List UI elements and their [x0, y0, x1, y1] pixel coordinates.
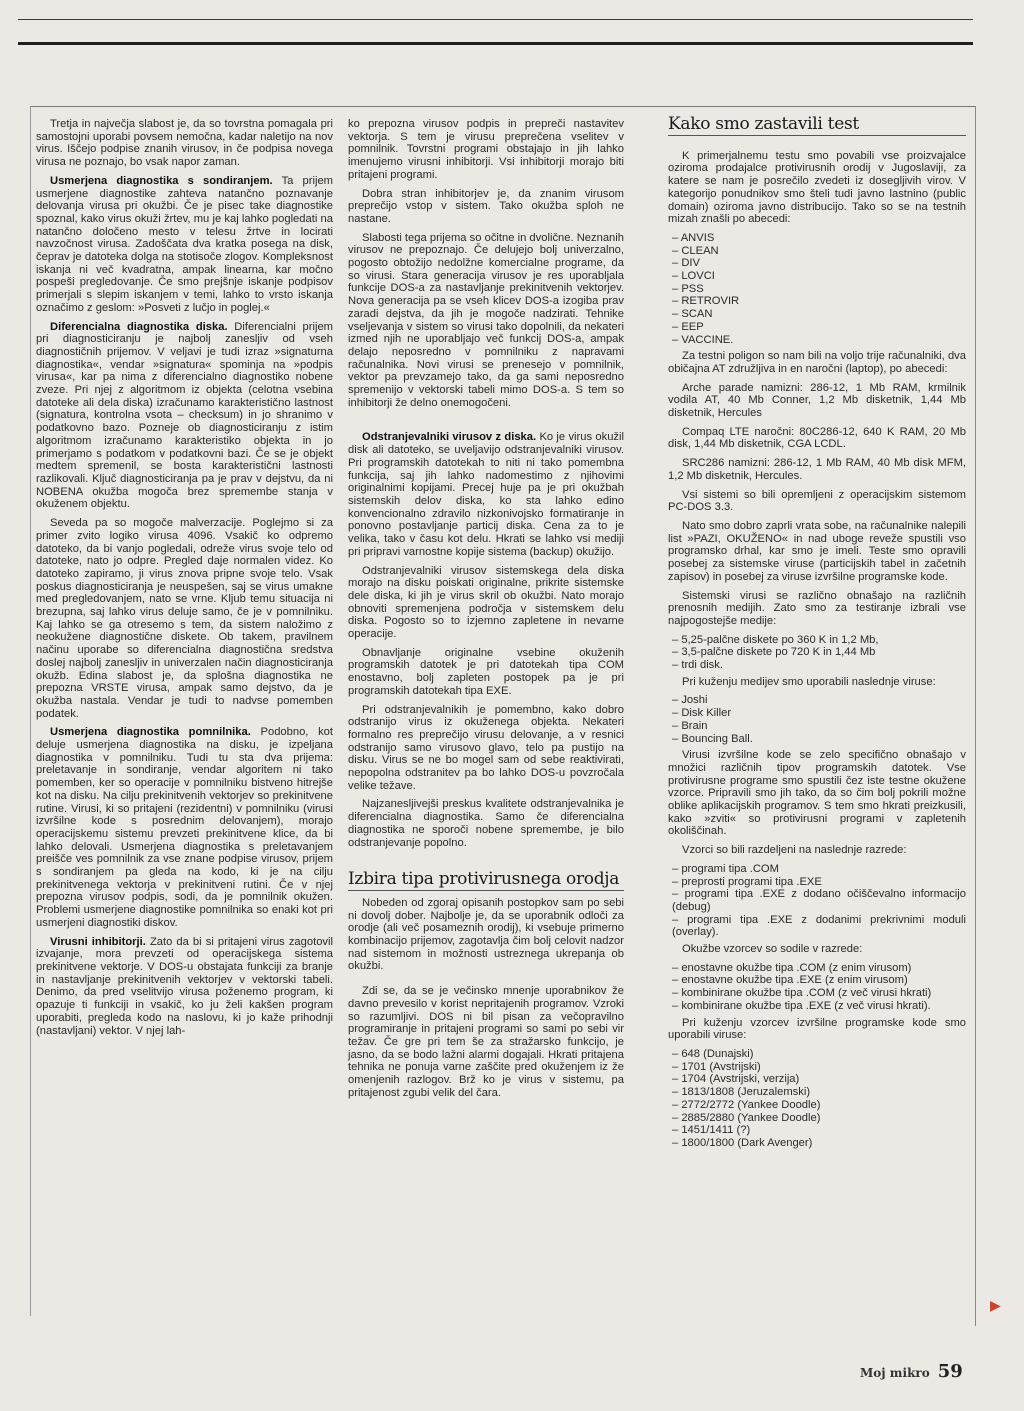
list-item: – kombinirane okužbe tipa .COM (z več virusi hkrati)	[672, 987, 932, 1000]
paragraph: Virusi izvršilne kode se zelo specifično obnašajo v množici različnih tipov programskih datotek. Vse protivirusne programe smo spustili čez iste testne okužene vzorce. Pripravili smo jih tako, da so čim bolj pokrili možne oblike aplikacijskih programov. S tem smo hkrati preizkusili, kako »zviti« so protivirusni programi v zapletenih okoliščinah.	[668, 749, 966, 838]
paragraph: Vsi sistemi so bili opremljeni z operacijskim sistemom PC-DOS 3.3.	[668, 488, 966, 514]
run-in-heading: Odstranjevalniki virusov z diska.	[362, 431, 537, 444]
list-item: – programi tipa .EXE z dodano očiščevalno informacijo (debug)	[672, 888, 966, 913]
paragraph: Diferencialna diagnostika diska. Diferencialni prijem pri diagnosticiranju je najbolj zanesljiv od vseh diagnostičnih prijemov. V veljavi je tudi izraz »signaturna diagnostika«, vendar »signatura« spominja na »podpis virusa«, kar pa nima z diferencialno diagnostiko nobene zveze. Pri njej z algoritmom iz objekta (celotna vsebina datoteke ali dela diska) izračunamo karakteristično lastnost (signatura, kontrolna vsota – checksum) in jo shranimo v podatkovno bazo. Pozneje ob diagnosticiranju z istim algoritmom izračunamo karakteristiko objekta in jo primerjamo s podatkom v podatkovni bazi. Če se je objekt medtem spremenil, se bosta karakteristični lastnosti razlikovali. Ključ diagnosticiranja pa je prav v dejstvu, da ni NOBENA okužba mogoča brez spremembe stanja v okuženem objektu.	[36, 320, 334, 511]
paragraph: Seveda pa so mogoče malverzacije. Poglejmo si za primer zvito logiko virusa 4096. Vsakič ko odpremo datoteko, da bi vanjo pogledali, odreže virus svoje telo od datoteke, nato jo odpre. Pregled daje normalen videz. Ko datoteko zapiramo, ji virus znova pripne svoje telo. Vsak poskus diagnosticiranja je neuspešen, saj se virus umakne med pregledovanjem, nato se vrne. Kljub temu situacija ni brezupna, saj lahko virus deluje samo, če je v pomnilniku. Kaj lahko se ga otresemo s tem, da sistem naložimo z neokužene diagnostične diskete. Ob takem, pravilnem načinu uporabe so diferencialna diagnostična sredstva doslej najbolj zanesljiv in univerzalen način diagnosticiranja okužb. Edina slabost je, da splošna diagnostika ne prepozna VRSTE virusa, ampak samo dejstvo, da je okužba nastala. Vendar je tudi to nadvse pomemben podatek.	[36, 517, 333, 720]
paragraph: ko prepozna virusov podpis in prepreči nastavitev vektorja. S tem je virusu preprečena vselitev v pomnilnik. Tovrstni programi obstajajo in jih lahko imenujemo virusni inhibitorji. Vsi inhibitorji morajo biti pritajeni programi.	[348, 118, 624, 181]
frame-right-line	[975, 106, 976, 1326]
list-item: – 1813/1808 (Jeruzalemski)	[672, 1086, 811, 1099]
paragraph: Pri kuženju medijev smo uporabili naslednje viruse:	[682, 675, 936, 688]
paragraph: SRC286 namizni: 286-12, 1 Mb RAM, 40 Mb disk MFM, 1,2 Mb disketnik, Hercules.	[668, 457, 966, 482]
list-item: – 3,5-palčne diskete po 720 K in 1,44 Mb	[672, 646, 876, 659]
paragraph: Usmerjena diagnostika pomnilnika. Podobno, kot deluje usmerjena diagnostika na disku, je izpeljana diagnostika v pomnilniku. Tudi tu sta dva prijema: preletavanje in sondiranje, vendar algoritem ni tako pomemben, ker so operacije v pomnilniku bistveno hitrejše kot na disku. Na cilju prekinitvenih vektorjev so prekinitvene rutine. Virusi, ki so pritajeni (rezidentni) v pomnilniku (virusi izvršilne kode s posrednim delovanjem), morajo operacijskemu sistemu prevzeti prekinitvene klice, da bi lahko delovali. Usmerjena diagnostika s preletavanjem preišče ves pomnilnik za vse znane podpise virusov, prijem s sondiranjem pa gleda na kodo, ki je na cilju prekinitvenega vektorja v prekinitveni rutini. Če v njej prepozna virusov podpis, sodi, da je pomnilnik okužen. Problemi usmerjene diagnostike pomnilnika so enaki kot pri usmerjeni diagnostiki diskov.	[36, 726, 333, 929]
list-item: – EEP	[672, 320, 704, 333]
tool-list	[668, 232, 966, 346]
paragraph: Compaq LTE naročni: 80C286-12, 640 K RAM, 20 Mb disk, 1,44 Mb disketnik, CGA LCDL.	[668, 425, 966, 451]
list-item: – 5,25-palčne diskete po 360 K in 1,2 Mb,	[672, 633, 879, 646]
sidebar-title: Kako smo zastavili test	[668, 118, 966, 136]
paragraph: Dobra stran inhibitorjev je, da znanim virusom preprečijo vstop v sistem. Tako okužba sploh ne nastane.	[348, 187, 624, 225]
list-item: – VACCINE.	[672, 333, 734, 346]
column-3	[668, 114, 966, 1154]
paragraph: Odstranjevalniki virusov z diska. Ko je virus okužil disk ali datoteko, se uveljavijo odstranjevalniki virusov. Pri programskih datotekah to niti ni tako pomembna funkcija, saj jih lahko nadomestimo z njihovimi originalnimi kopijami. Precej huje pa je pri okužbah sistemskih delov diska, ko sta lahko edino konvencionalno zdravilo nizkonivojsko formatiranje in ponovno postavljanje particij diska. Cena za to je velika, tako v času kot delu. Hkrati se lahko vsi mediji pri pripravi varnostne kopije sistema (backup) okužijo.	[348, 431, 624, 558]
sample-class-list	[668, 863, 966, 939]
page-footer	[860, 1361, 963, 1382]
paragraph: Odstranjevalniki virusov sistemskega dela diska morajo na disku poiskati originalne, prikrite sistemske dele diska, ki jih je virus skril ob okužbi. Nato morajo obnoviti spremenjena področja v sistemskem delu diska. Pogosto so to izjemno zapletene in nevarne operacije.	[348, 564, 624, 641]
run-in-heading: Usmerjena diagnostika pomnilnika.	[50, 726, 251, 739]
paragraph: K primerjalnemu testu smo povabili vse proizvajalce oziroma prodajalce protivirusnih orodij v Jugoslaviji, za katere se nam je posrečilo zvedeti iz dosegljivih virov. V kategorijo ponudnikov smo šteli tudi javno lastnino (public domain) oziroma javno distribucijo. Tako so se na testnih mizah znašli po abecedi:	[668, 149, 966, 226]
list-item: – CLEAN	[672, 244, 719, 257]
list-item: – enostavne okužbe tipa .EXE (z enim virusom)	[672, 974, 908, 987]
list-item: – SCAN	[672, 308, 713, 321]
list-item: – 1704 (Avstrijski, verzija)	[672, 1073, 800, 1086]
list-item: – Disk Killer	[672, 707, 732, 720]
top-rule-thin	[18, 19, 973, 20]
list-item: – PSS	[672, 282, 704, 295]
section-title: Izbira tipa protivirusnega orodja	[348, 873, 624, 891]
list-item: – Bouncing Ball.	[672, 732, 753, 745]
paragraph: Pri kuženju vzorcev izvršilne programske kode smo uporabili viruse:	[668, 1016, 966, 1042]
list-item: – 2772/2772 (Yankee Doodle)	[672, 1098, 821, 1111]
list-item: – 1701 (Avstrijski)	[672, 1060, 761, 1073]
paragraph: Usmerjena diagnostika s sondiranjem. Ta prijem usmerjene diagnostike zahteva natančno poznavanje delovanja virusa pri okužbi. Če je pisec take diagnostike spoznal, kako virus okuži žrtev, mu je kaj lahko pogledati na natančno določeno mesto v telesu žrtve in locirati navzočnost virusa. Zadoščata dva kratka posega na disk, čeprav je datoteka dolga na stotisoče zlogov. Kompleksnost iskanja ni več kvadratna, ampak linearna, kar močno pospeši pregledovanje. Če smo prejšnje iskanje podpisov primerjali s slepim iskanjem v temi, lahko to vrsto iskanja označimo z geslom: »Posveti z lučjo in poglej.«	[36, 174, 333, 314]
column-1	[36, 118, 333, 1043]
list-item: – programi tipa .COM	[672, 862, 779, 875]
paragraph: Za testni poligon so nam bili na voljo trije računalniki, dva običajna AT združljiva in en naročni (laptop), po abecedi:	[668, 350, 966, 375]
media-list	[668, 634, 966, 672]
magazine-name: Moj mikro	[860, 1366, 930, 1380]
infection-class-list	[668, 962, 966, 1013]
list-item: – RETROVIR	[672, 295, 740, 308]
list-item: – 2885/2880 (Yankee Doodle)	[672, 1111, 821, 1124]
list-item: – ANVIS	[672, 231, 715, 244]
run-in-heading: Diferencialna diagnostika diska.	[50, 320, 228, 333]
paragraph: Vzorci so bili razdeljeni na naslednje razrede:	[682, 844, 907, 857]
paragraph: Najzanesljivejši preskus kvalitete odstranjevalnika je diferencialna diagnostika. Samo če diferencialna diagnostika ne sporoči nobene spremembe, je bilo odstranjevanje popolno.	[348, 798, 624, 849]
paragraph: Slabosti tega prijema so očitne in dvolične. Neznanih virusov ne prepoznajo. Če delujejo bolj univerzalno, pogosto obtožijo nedolžne komercialne programe, da so virusi. Stara generacija virusov je res uporabljala funkcije DOS-a za nastavljanje prekinitvenih vektorjev. Nova generacija pa se vseh klicev DOS-a izogiba prav zaradi dejstva, da jih je mogoče nadzirati. Tehnike vseljevanja v sistem so virusi tako dopolnili, da nekateri izmed njih ne uporabljajo več funkcij DOS-a, ampak delajo neposredno v pomnilniku z napravami računalnika. Novi virusi se prenesejo v pomnilnik, vektor pa prevzamejo tako, da ga sami neposredno spremenijo v vektorski tabeli mimo DOS-a. S tem so inhibitorji že delno onemogočeni.	[348, 231, 624, 409]
list-item: – DIV	[672, 257, 700, 270]
list-item: – Joshi	[672, 694, 708, 707]
paragraph: Nato smo dobro zaprli vrata sobe, na računalnike nalepili list »PAZI, OKUŽENO« in nad uboge reveže spustili vso programsko drhal, kar smo je imeli. Teste smo opravili posebej za sistemske viruse (particijskih tabel in začetnih zapisov) in posebej za viruse izvršilne programske kode.	[668, 519, 966, 583]
page-number: 59	[937, 1361, 963, 1382]
executable-virus-list	[668, 1048, 966, 1150]
run-in-heading: Usmerjena diagnostika s sondiranjem.	[50, 174, 273, 187]
list-item: – trdi disk.	[672, 659, 723, 672]
list-item: – 1451/1411 (?)	[672, 1124, 751, 1137]
list-item: – kombinirane okužbe tipa .EXE (z več virusi hkrati).	[672, 999, 931, 1012]
paragraph: Zdi se, da se je večinsko mnenje uporabnikov že davno prevesilo v korist nepritajenih programov. Vzroki so razumljivi. DOS ni bil pisan za večopravilno programiranje in pritajeni programi so sami po sebi vir težav. Če gre pri tem še za stražarsko funkcijo, je jasno, da se bodo lažni alarmi dogajali. Hkrati pritajena tehnika ne ponuja varne zaščite pred okuženjem iz že omenjenih razlogov. Brž ko je virus v sistemu, pa pritajenost zgubi velik del čara.	[348, 985, 624, 1099]
list-item: – preprosti programi tipa .EXE	[672, 875, 822, 888]
list-item: – Brain	[672, 719, 708, 732]
list-item: – LOVCI	[672, 270, 715, 283]
paragraph: Okužbe vzorcev so sodile v razrede:	[682, 943, 863, 956]
paragraph: Arche parade namizni: 286-12, 1 Mb RAM, krmilnik vodila AT, 40 Mb Conner, 1,2 Mb disketnik, 1,44 Mb disketnik, Hercules	[668, 381, 966, 420]
run-in-heading: Virusni inhibitorji.	[50, 935, 146, 948]
list-item: – programi tipa .EXE z dodanimi prekrivnimi moduli (overlay).	[672, 913, 966, 939]
list-item: – 648 (Dunajski)	[672, 1048, 754, 1060]
system-virus-list	[668, 694, 966, 745]
paragraph: Pri odstranjevalnikih je pomembno, kako dobro odstranijo virus iz okuženega objekta. Nekateri formalno res preprečijo virusu delovanje, a v resnici odstranijo samo virusovo glavo, telo pa pustijo na disku. Virus se ne bo mogel sam od sebe reaktivirati, nepopolna odstranitev pa bo lahko DOS-u povzročala velike težave.	[348, 703, 624, 792]
paragraph: Obnavljanje originalne vsebine okuženih programskih datotek je pri datotekah tipa COM enostavno, bolj zapleten postopek pa je pri programskih datotekah tipa EXE.	[348, 646, 624, 697]
paragraph: Tretja in največja slabost je, da so tovrstna pomagala pri samostojni uporabi povsem nemočna, kadar naletijo na nov virus. Iščejo podpise znanih virusov, in če podpisa novega virusa ne poznajo, bo vsak napor zaman.	[36, 118, 333, 169]
frame-top-line	[30, 106, 975, 107]
column-2	[348, 118, 624, 1106]
continue-arrow-icon: ▶	[990, 1297, 1001, 1313]
top-rule-thick	[18, 42, 973, 45]
paragraph: Virusni inhibitorji. Zato da bi si pritajeni virus zagotovil izvajanje, mora prevzeti od operacijskega sistema prekinitvene vektorje. V DOS-u obstajata funkciji za branje in nastavljanje prekinitvenih vektorjev v vektorski tabeli. Denimo, da pred vselitvijo virusa poženemo program, ki opazuje ti funkciji in vsakič, ko ju želi kakšen program uporabiti, pregleda kodo na naslovu, ki jo kaže prihodnji (nastavljani) vektor. V njej lah-	[36, 935, 333, 1037]
frame-left-line	[30, 106, 31, 1316]
list-item: – enostavne okužbe tipa .COM (z enim virusom)	[672, 961, 912, 974]
list-item: – 1800/1800 (Dark Avenger)	[672, 1136, 813, 1149]
paragraph: Sistemski virusi se različno obnašajo na različnih prenosnih medijih. Zato smo za testiranje izbrali vse najpogostejše medije:	[668, 589, 966, 627]
paragraph: Nobeden od zgoraj opisanih postopkov sam po sebi ni dovolj dober. Najbolje je, da se uporabnik odloči za orodje (ali več posameznih orodij), ki vsebuje primerno kombinacijo prijemov, zagotavlja čim bolj celovit nadzor nad sistemom in možnosti ustreznega ukrepanja ob okužbi.	[348, 896, 624, 973]
